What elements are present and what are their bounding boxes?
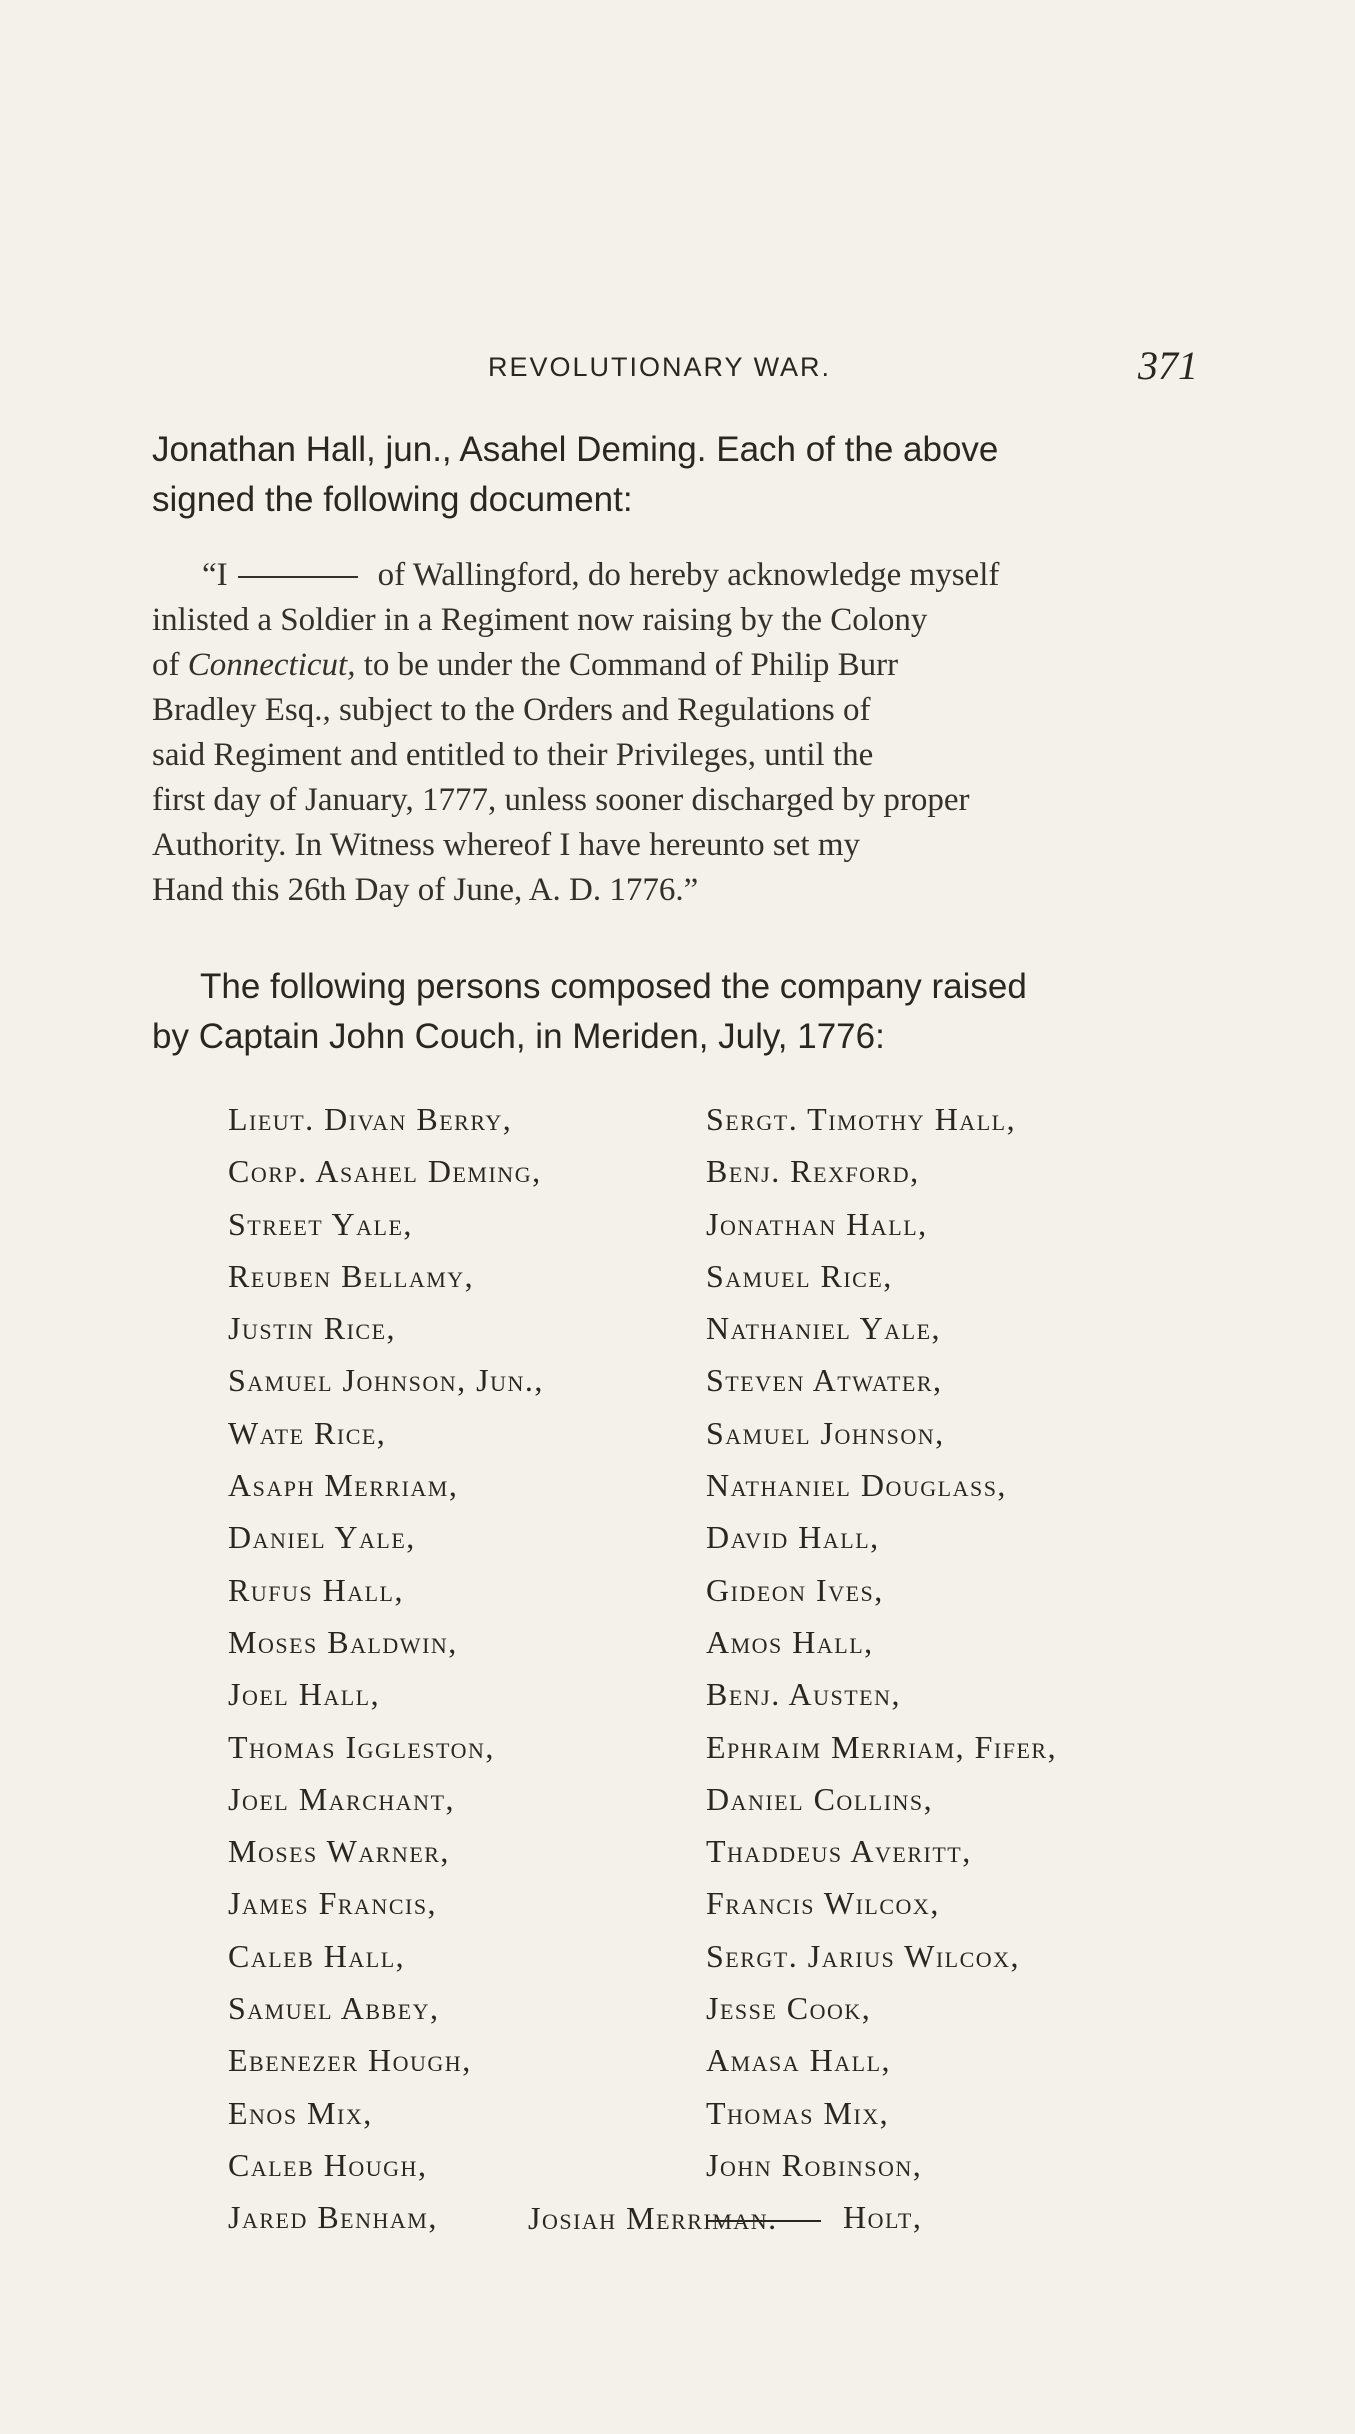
document-line: Authority. In Witness whereof I have hereunto set my [152, 827, 860, 863]
roster-name: Sergt. Timothy Hall, [706, 1101, 1017, 1137]
intro-line: Jonathan Hall, jun., Asahel Deming. Each of the above [152, 430, 999, 469]
roster-name: Samuel Johnson, [706, 1414, 945, 1451]
company-intro-paragraph [152, 962, 1218, 1062]
roster-name: Samuel Rice, [706, 1257, 893, 1294]
roster-name: Rufus Hall, [228, 1571, 404, 1608]
company-intro-line: The following persons composed the company raised [200, 967, 1027, 1006]
document-line: Bradley Esq., subject to the Orders and Regulations of [152, 692, 871, 728]
roster-name: Daniel Collins, [706, 1780, 934, 1817]
roster-name: Jesse Cook, [706, 1990, 872, 2027]
roster-name: Caleb Hough, [228, 2146, 428, 2183]
blank-line [238, 576, 358, 578]
document-line: first day of January, 1777, unless sooner discharged by proper [152, 782, 970, 818]
roster-name: Jonathan Hall, [706, 1205, 928, 1242]
roster-name: Justin Rice, [228, 1310, 397, 1347]
roster-name: Asaph Merriam, [228, 1467, 459, 1504]
intro-paragraph [152, 425, 1218, 525]
document-line: inlisted a Soldier in a Regiment now raising by the Colony [152, 602, 928, 638]
page-number: 371 [1138, 343, 1198, 388]
running-title: REVOLUTIONARY WAR. [488, 352, 832, 382]
enlistment-document [152, 553, 1218, 913]
roster-name: Moses Baldwin, [228, 1623, 458, 1660]
roster-name: Ebenezer Hough, [228, 2042, 472, 2079]
roster-surname: Holt, [843, 2199, 923, 2236]
roster-name: Corp. Asahel Deming, [228, 1153, 542, 1190]
roster-name: Joel Hall, [228, 1676, 381, 1713]
roster-name: Street Yale, [228, 1205, 413, 1242]
document-text: of [152, 647, 188, 683]
roster-name: Nathaniel Douglass, [706, 1467, 1007, 1504]
roster-name: Benj. Rexford, [706, 1153, 920, 1190]
roster-name: Caleb Hall, [228, 1937, 406, 1974]
roster-name: Joel Marchant, [228, 1780, 456, 1817]
document-text: to be under the Command of Philip Burr [355, 647, 899, 683]
roster-name: Reuben Bellamy, [228, 1257, 475, 1294]
document-text: “I [202, 557, 228, 593]
roster-name: Amos Hall, [706, 1623, 874, 1660]
roster-name: Samuel Abbey, [228, 1990, 440, 2027]
roster-name: Thomas Iggleston, [228, 1728, 495, 1765]
roster-right-column [706, 1093, 1186, 2244]
intro-line: signed the following document: [152, 480, 633, 519]
roster-name: Wate Rice, [228, 1414, 387, 1451]
roster-name: Amasa Hall, [706, 2042, 892, 2079]
document-text: of Wallingford, do hereby acknowledge myself [377, 557, 1000, 593]
roster-name: Enos Mix, [228, 2094, 373, 2131]
roster-name: Jared Benham, [228, 2199, 438, 2236]
roster-final-name: Josiah Merriman. [528, 2200, 778, 2236]
colony-name: Connecticut, [187, 647, 356, 683]
roster-name: Francis Wilcox, [706, 1885, 940, 1922]
document-line [152, 643, 1218, 688]
roster-name: Moses Warner, [228, 1833, 450, 1870]
roster-name-unknown [706, 2191, 1186, 2243]
roster-name: Gideon Ives, [706, 1571, 884, 1608]
roster-name: John Robinson, [706, 2146, 923, 2183]
roster-name: David Hall, [706, 1519, 880, 1556]
roster-name: Benj. Austen, [706, 1676, 901, 1713]
roster-name: James Francis, [228, 1885, 438, 1922]
roster-name: Lieut. Divan Berry, [228, 1101, 513, 1137]
document-line: said Regiment and entitled to their Privileges, until the [152, 737, 874, 773]
company-intro-line: by Captain John Couch, in Meriden, July, 1776: [152, 1017, 885, 1056]
roster-name: Samuel Johnson, Jun., [228, 1362, 544, 1399]
document-line: Hand this 26th Day of June, A. D. 1776.” [152, 872, 699, 908]
roster-name: Thaddeus Averitt, [706, 1833, 972, 1870]
page-header [0, 343, 1355, 392]
roster-name: Nathaniel Yale, [706, 1310, 942, 1347]
document-line [152, 553, 1218, 598]
roster-left-column [228, 1093, 708, 2244]
roster-name: Daniel Yale, [228, 1519, 416, 1556]
roster-name: Thomas Mix, [706, 2094, 890, 2131]
roster-name: Sergt. Jarius Wilcox, [706, 1937, 1021, 1974]
roster-name: Steven Atwater, [706, 1362, 943, 1399]
roster-name: Ephraim Merriam, Fifer, [706, 1728, 1058, 1765]
